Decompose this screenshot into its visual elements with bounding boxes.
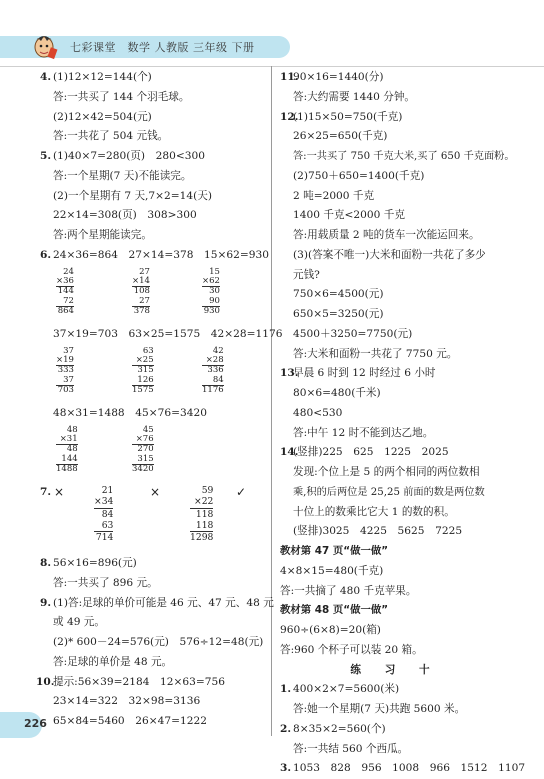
q4-line: 答:一共花了 504 元钱。 [53, 130, 169, 143]
q12-line: 26×25=650(千克) [293, 130, 388, 143]
wrong-mark-icon: × [150, 484, 161, 499]
q5-line: 答:一个星期(7 天)不能读完。 [53, 169, 192, 182]
q12-line: 答:用载质量 2 吨的货车一次能运回来。 [293, 229, 480, 241]
vertical-calc: 63 ×25 315 126 1575 [132, 345, 154, 396]
vertical-calc: 45 ×76 270 315 3420 [132, 424, 154, 475]
vertical-calc: 48 ×31 48 144 1488 [56, 424, 78, 475]
left-column [36, 68, 283, 732]
q5-line: 5. (1)40×7=280(页) 280<300 [40, 150, 205, 162]
e1-line: 1. 400×2×7=5600(米) [280, 683, 400, 696]
s48-line: 答:960 个杯子可以装 20 箱。 [280, 643, 423, 656]
vertical-calc-group [40, 424, 266, 483]
section-heading: 教材第 48 页“做一做” [280, 604, 389, 617]
q8-line: 8. 56×16=896(元) [40, 557, 137, 569]
q13-line: 答:中午 12 时不能到达乙地。 [293, 426, 434, 439]
vertical-calc: 21 ×34 84 63 714 [94, 484, 114, 544]
q4-line: 4. (1)12×12=144(个) [40, 71, 152, 83]
e1-line: 答:她一个星期(7 天)共跑 5600 米。 [293, 703, 466, 715]
q14-line: 十位上的数乘比它大 1 的数的积。 [293, 505, 455, 518]
q4-line: 答:一共买了 144 个羽毛球。 [53, 90, 190, 103]
q6-line: 6. 24×36=864 27×14=378 15×62=930 [40, 248, 269, 261]
header-title: 七彩课堂 数学 人教版 三年级 下册 [70, 41, 255, 54]
vertical-calc-group [40, 345, 266, 404]
q6-line: 37×19=703 63×25=1575 42×28=1176 [53, 327, 283, 340]
q10-line: 23×14=322 32×98=3136 [53, 695, 201, 708]
vertical-calc: 59 ×22 118 118 1298 [190, 484, 214, 544]
q6-line: 48×31=1488 45×76=3420 [53, 406, 207, 419]
mascot-logo-icon [30, 30, 58, 60]
exercise-title: 练 习 十 [350, 663, 440, 676]
e3-line: 3. 1053 828 956 1008 966 1512 1107 [280, 762, 526, 775]
q12-line: 1400 千克<2000 千克 [293, 209, 405, 222]
q13-line: 13.早晨 6 时到 12 时经过 6 小时 [280, 367, 436, 380]
q12-line: 4500＋3250=7750(元) [293, 327, 413, 340]
s48-line: 960÷(6×8)=20(箱) [280, 624, 381, 636]
q12-line: (3)(答案不唯一)大米和面粉一共花了多少 [293, 248, 486, 261]
vertical-calc: 27 ×14 108 27 378 [132, 266, 150, 317]
q9-line: 答:足球的单价是 48 元。 [53, 655, 173, 668]
q14-line: (竖排)3025 4225 5625 7225 [293, 525, 463, 538]
vertical-calc: 37 ×19 333 37 703 [56, 345, 74, 396]
q12-line: 2 吨=2000 千克 [293, 189, 375, 202]
vertical-calc: 24 ×36 144 72 864 [56, 266, 74, 317]
vertical-calc-group [40, 266, 266, 325]
q9-line: 9. (1)答:足球的单价可能是 46 元、47 元、48 元 [40, 596, 274, 609]
s47-line: 4×8×15=480(千克) [280, 564, 384, 577]
q12-line: 650×5=3250(元) [293, 308, 384, 320]
wrong-mark-icon: × [54, 484, 65, 499]
q11-line: 11.90×16=1440(分) [280, 71, 384, 83]
section-heading: 教材第 47 页“做一做” [280, 545, 389, 557]
q12-line: 答:大米和面粉一共花了 7750 元。 [293, 347, 458, 360]
q12-line: 元钱? [293, 268, 320, 281]
check-mark-icon: ✓ [236, 484, 247, 499]
q14-line: 乘,积的后两位是 25,25 前面的数是两位数 [293, 486, 485, 498]
vertical-calc: 42 ×28 336 84 1176 [202, 345, 224, 396]
q7-block: 7. × × ✓ 21 ×34 84 63 714 59 ×22 118 118 1298 [40, 484, 247, 544]
page-header [0, 28, 544, 62]
column-divider [271, 66, 272, 736]
q5-line: 22×14=308(页) 308>300 [53, 209, 197, 222]
q8-line: 答:一共买了 896 元。 [53, 576, 158, 589]
q12-line: 12.(1)15×50=750(千克) [280, 110, 403, 123]
e2-line: 2. 8×35×2=560(个) [280, 722, 386, 735]
vertical-calc: 15 ×62 30 90 930 [202, 266, 220, 317]
q9-line: (2)* 600－24=576(元) 576÷12=48(元) [53, 636, 264, 648]
right-column [280, 68, 526, 779]
q13-line: 80×6=480(千米) [293, 387, 381, 399]
page-number: 226 [24, 717, 47, 730]
q13-line: 480<530 [293, 406, 343, 419]
q12-line: 750×6=4500(元) [293, 288, 384, 301]
e2-line: 答:一共结 560 个西瓜。 [293, 742, 409, 755]
q9-line: 或 49 元。 [53, 616, 105, 629]
q5-line: (2)一个星期有 7 天,7×2=14(天) [53, 189, 212, 202]
q10-line: 10.提示:56×39=2184 12×63=756 [36, 675, 225, 688]
q10-line: 65×84=5460 26×47=1222 [53, 715, 207, 727]
s47-line: 答:一共摘了 480 千克苹果。 [280, 584, 417, 597]
q12-line: 答:一共买了 750 千克大米,买了 650 千克面粉。 [293, 151, 515, 162]
q4-line: (2)12×42=504(元) [53, 110, 152, 123]
q14-line: 14.(竖排)225 625 1225 2025 [280, 446, 449, 459]
q12-line: (2)750＋650=1400(千克) [293, 169, 425, 182]
q5-line: 答:两个星期能读完。 [53, 229, 152, 241]
q11-line: 答:大约需要 1440 分钟。 [293, 90, 416, 103]
header-divider [0, 66, 544, 67]
q14-line: 发现:个位上是 5 的两个相同的两位数相 [293, 466, 480, 478]
